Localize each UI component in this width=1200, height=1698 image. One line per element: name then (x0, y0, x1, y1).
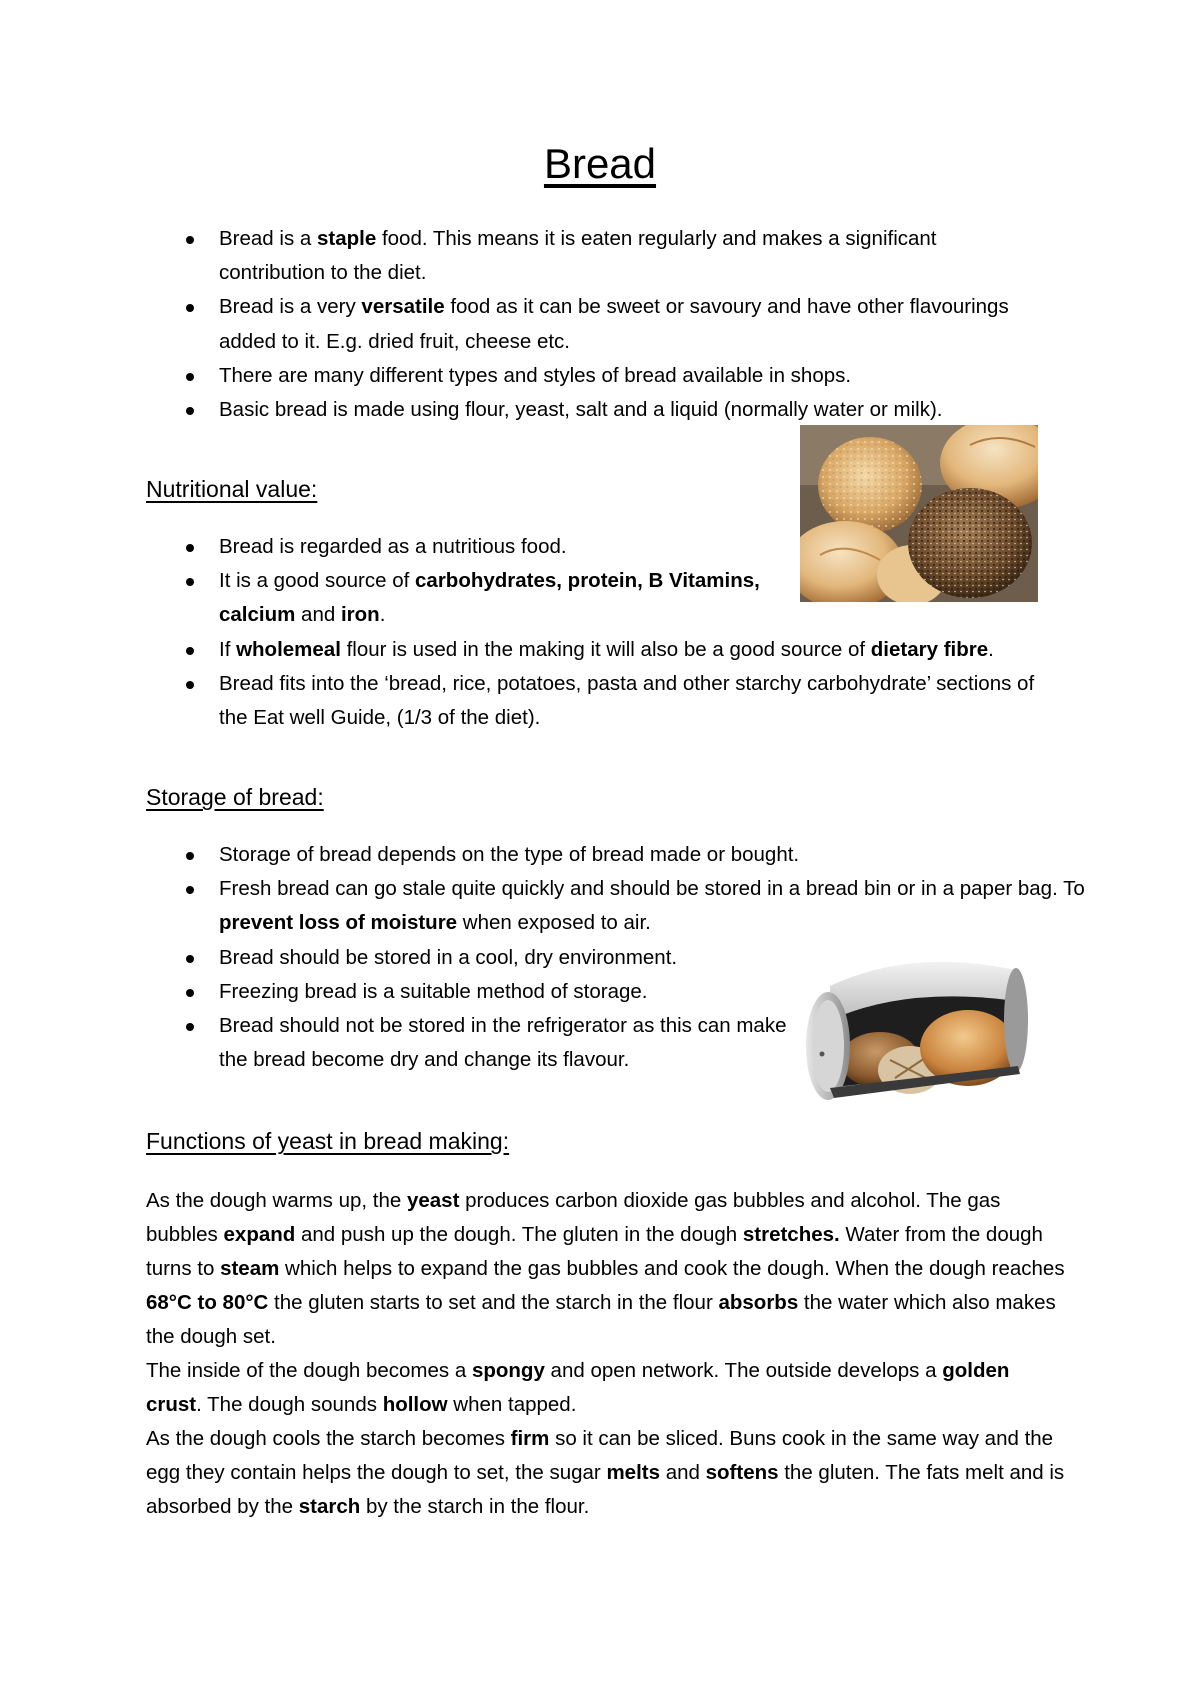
list-item: Bread is regarded as a nutritious food. (146, 530, 1066, 564)
bread-bin-illustration (790, 948, 1030, 1104)
list-item: Storage of bread depends on the type of bread made or bought. (146, 838, 1046, 872)
list-item: Bread should not be stored in the refrigerator as this can make the bread become dry and change its flavour. (146, 1009, 799, 1077)
list-item: Freezing bread is a suitable method of storage. (146, 975, 1046, 1009)
page-title: Bread (543, 140, 657, 187)
list-item: If wholemeal flour is used in the making it will also be a good source of dietary fibre. (146, 633, 1066, 667)
nutrition-list (146, 530, 1066, 735)
list-item: Basic bread is made using flour, yeast, salt and a liquid (normally water or milk). (146, 393, 1046, 427)
intro-list (146, 222, 1046, 427)
list-item: Fresh bread can go stale quite quickly and should be stored in a bread bin or in a paper bag. To prevent loss of moisture when exposed to air. (146, 872, 1099, 940)
yeast-heading: Functions of yeast in bread making: (146, 1128, 510, 1154)
list-item: There are many different types and styles of bread available in shops. (146, 359, 1046, 393)
bread-bin-image (790, 948, 1030, 1104)
list-item: Bread fits into the ‘bread, rice, potatoes, pasta and other starchy carbohydrate’ sections of the Eat well Guide, (1/3 of the diet). (146, 667, 1049, 735)
list-item: Bread is a staple food. This means it is eaten regularly and makes a significant contribution to the diet. (146, 222, 1046, 290)
yeast-paragraph-2: The inside of the dough becomes a spongy and open network. The outside develops a golden crust. The dough sounds hollow when tapped. (146, 1359, 1010, 1416)
list-item: It is a good source of carbohydrates, protein, B Vitamins, calcium and iron. (146, 564, 779, 632)
yeast-paragraph-1: As the dough warms up, the yeast produces carbon dioxide gas bubbles and alcohol. The gas bubbles expand and push up the dough. The gluten in the dough stretches. Water from the dough turns to steam which helps to expand the gas bubbles and cook the dough. When the dough reaches 68°C to 80°C the gluten starts to set and the starch in the flour absorbs the water which also makes the dough set. (146, 1189, 1065, 1348)
nutrition-heading: Nutritional value: (146, 476, 318, 502)
list-item: Bread should be stored in a cool, dry environment. (146, 941, 1046, 975)
yeast-paragraph-3: As the dough cools the starch becomes firm so it can be sliced. Buns cook in the same way and the egg they contain helps the dough to set, the sugar melts and softens the gluten. The fats melt and is absorbed by the starch by the starch in the flour. (146, 1427, 1065, 1518)
list-item: Bread is a very versatile food as it can be sweet or savoury and have other flavourings added to it. E.g. dried fruit, cheese etc. (146, 290, 1046, 358)
storage-heading: Storage of bread: (146, 784, 324, 810)
